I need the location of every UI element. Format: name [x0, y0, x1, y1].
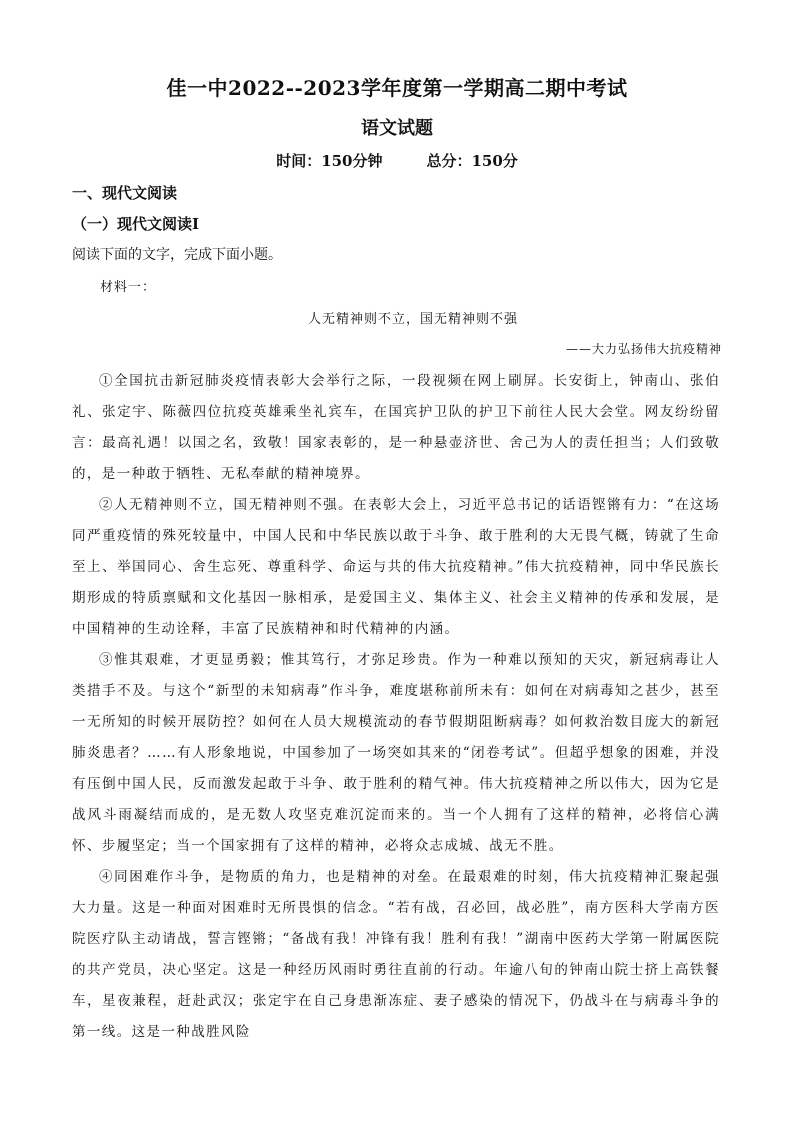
article-paragraph-1: ①全国抗击新冠肺炎疫情表彰大会举行之际，一段视频在网上刷屏。长安街上，钟南山、张伯礼、张定宇、陈薇四位抗疫英雄乘坐礼宾车，在国宾护卫队的护卫下前往人民大会堂。网友纷纷留言：最高礼遇！以国之名，致敬！国家表彰的，是一种悬壶济世、舍己为人的责任担当；人们致敬的，是一种敢于牺牲、无私奉献的精神境界。: [72, 373, 720, 482]
exam-score: 总分：150分: [426, 152, 518, 170]
article-title: 人无精神则不立，国无精神则不强: [307, 312, 518, 327]
article-paragraph-2: ②人无精神则不立，国无精神则不强。在表彰大会上，习近平总书记的话语铿锵有力：“在这场同严重疫情的殊死较量中，中国人民和中华民族以敢于斗争、敢于胜利的大无畏气概，铸就了生命至上、举国同心、舍生忘死、尊重科学、命运与共的伟大抗疫精神。”伟大抗疫精神，同中华民族长期形成的特质禀赋和文化基因一脉相承，是爱国主义、集体主义、社会主义精神的传承和发展，是中国精神的生动诠释，丰富了民族精神和时代精神的内涵。: [72, 497, 720, 637]
article-paragraph-3: ③惟其艰难，才更显勇毅；惟其笃行，才弥足珍贵。作为一种难以预知的天灾，新冠病毒让人类措手不及。与这个“新型的未知病毒”作斗争，难度堪称前所未有：如何在对病毒知之甚少，甚至一无所知的时候开展防控？如何在人员大规模流动的春节假期阻断病毒？如何救治数目庞大的新冠肺炎患者？……有人形象地说，中国参加了一场突如其来的“闭卷考试”。但超乎想象的困难，并没有压倒中国人民，反而激发起敢于斗争、敢于胜利的精气神。伟大抗疫精神之所以伟大，因为它是战风斗雨凝结而成的，是无数人攻坚克难沉淀而来的。当一个人拥有了这样的精神，必将信心满怀、步履坚定；当一个国家拥有了这样的精神，必将众志成城、战无不胜。: [72, 652, 720, 854]
article-paragraph-4: ④同困难作斗争，是物质的角力，也是精神的对垒。在最艰难的时刻，伟大抗疫精神汇聚起强大力量。这是一种面对困难时无所畏惧的信念。“若有战，召必回，战必胜”，南方医科大学南方医院医疗队主动请战，誓言铿锵；“备战有我！冲锋有我！胜利有我！”湖南中医药大学第一附属医院的共产党员，决心坚定。这是一种经历风雨时勇往直前的行动。年逾八旬的钟南山院士挤上高铁餐车，星夜兼程，赶赴武汉；张定宇在自己身患渐冻症、妻子感染的情况下，仍战斗在与病毒斗争的第一线。这是一种战胜风险: [72, 869, 720, 1040]
section-subheading: （一）现代文阅读Ⅰ: [72, 215, 200, 233]
material-label: 材料一：: [100, 280, 157, 295]
reading-instruction: 阅读下面的文字，完成下面小题。: [72, 247, 282, 263]
article-subtitle: ——大力弘扬伟大抗疫精神: [565, 342, 722, 356]
article-body: [72, 366, 720, 1048]
section-heading: 一、现代文阅读: [72, 184, 178, 202]
exam-time: 时间：150分钟: [276, 152, 383, 170]
exam-title: 佳一中2022--2023学年度第一学期高二期中考试: [166, 76, 628, 100]
exam-subject: 语文试题: [361, 118, 433, 139]
exam-meta: [0, 150, 794, 171]
